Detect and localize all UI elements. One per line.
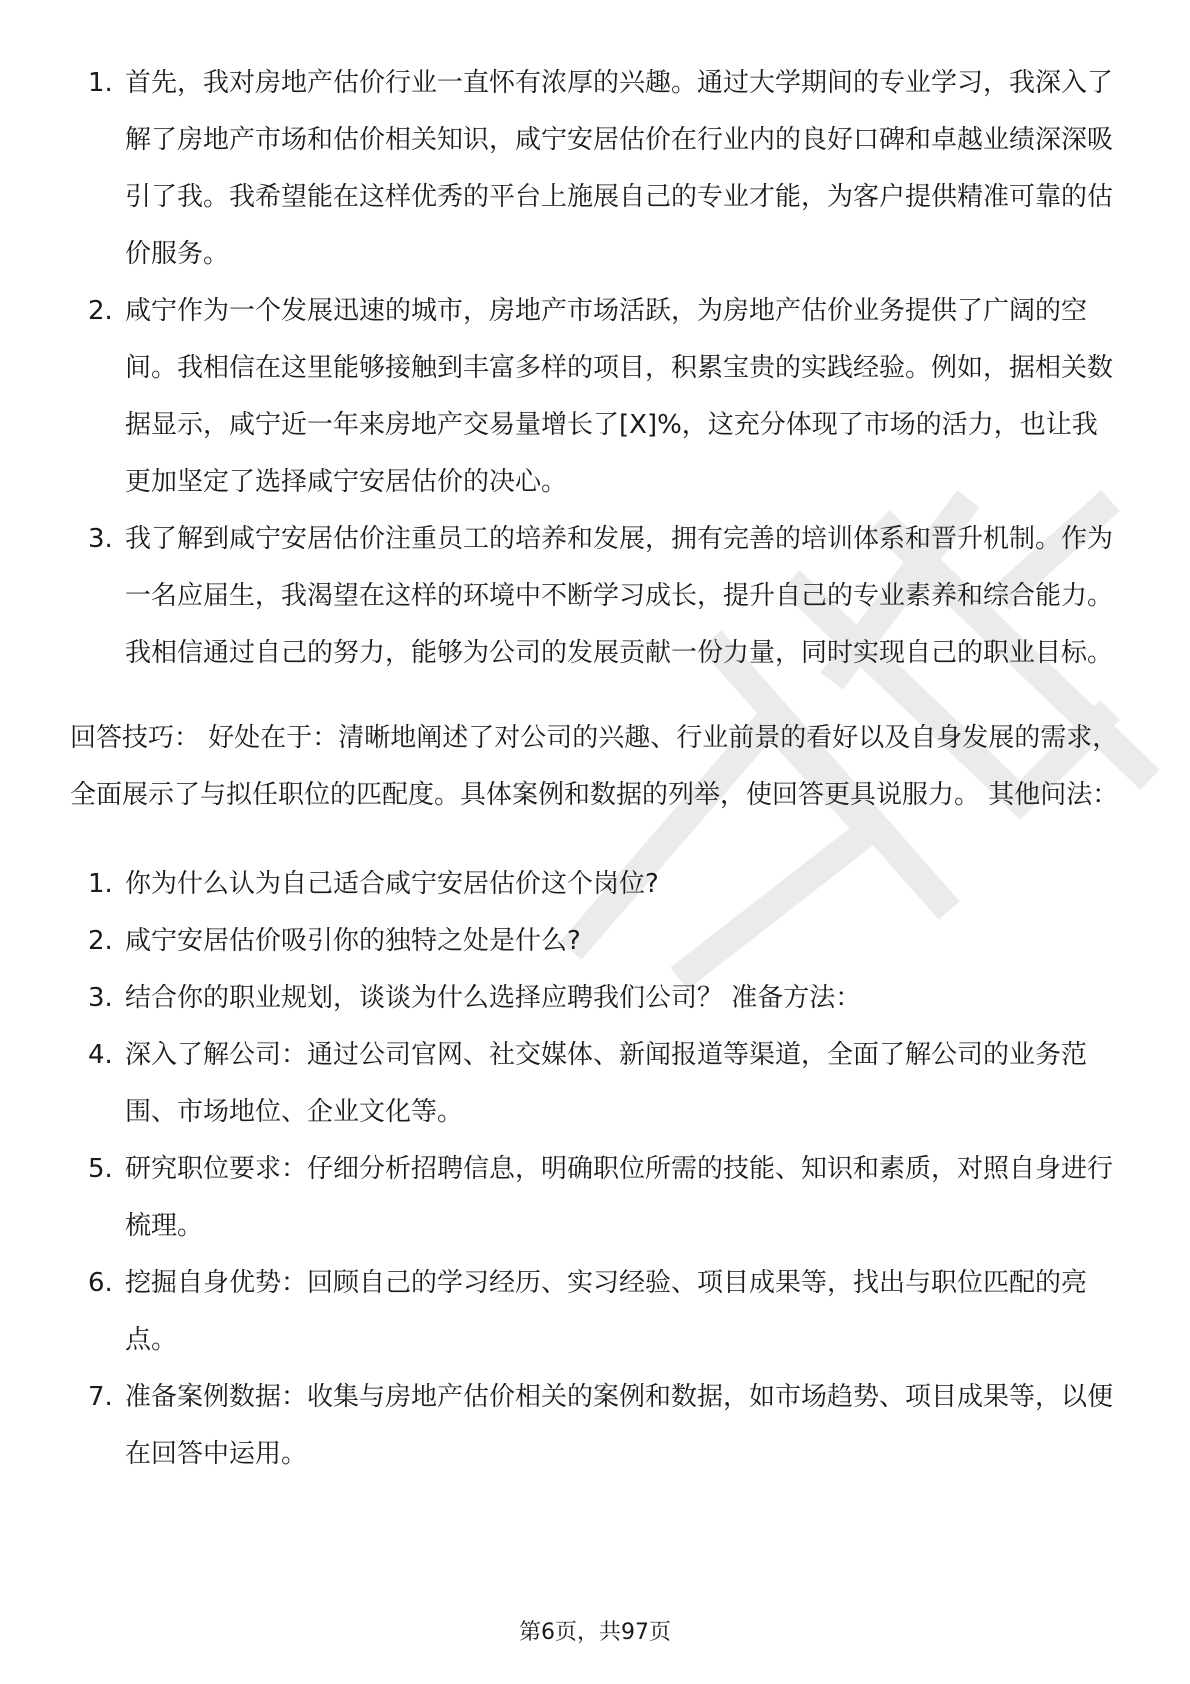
list-text: 咸宁安居估价吸引你的独特之处是什么? xyxy=(125,926,581,956)
list-text: 准备案例数据：收集与房地产估价相关的案例和数据，如市场趋势、项目成果等，以便在回答中运用。 xyxy=(125,1382,1114,1469)
list-text: 你为什么认为自己适合咸宁安居估价这个岗位? xyxy=(125,869,659,899)
list-number: 1. xyxy=(88,68,113,98)
list-text: 结合你的职业规划，谈谈为什么选择应聘我们公司？ 准备方法： xyxy=(125,983,862,1013)
list-item xyxy=(70,1027,1120,1141)
list-text: 研究职位要求：仔细分析招聘信息，明确职位所需的技能、知识和素质，对照自身进行梳理。 xyxy=(125,1154,1114,1241)
document-content xyxy=(70,55,1120,1483)
list-number: 2. xyxy=(88,296,113,326)
list-number: 1. xyxy=(88,869,113,899)
list-text: 首先，我对房地产估价行业一直怀有浓厚的兴趣。通过大学期间的专业学习，我深入了解了房地产市场和估价相关知识，咸宁安居估价在行业内的良好口碑和卓越业绩深深吸引了我。我希望能在这样优秀的平台上施展自己的专业才能，为客户提供精准可靠的估价服务。 xyxy=(125,68,1114,269)
list-number: 3. xyxy=(88,524,113,554)
list-item xyxy=(70,856,1120,913)
list-item xyxy=(70,1369,1120,1483)
list-item xyxy=(70,283,1120,511)
page-number-label: 第6页，共97页 xyxy=(519,1620,671,1645)
list-item xyxy=(70,55,1120,283)
list-number: 2. xyxy=(88,926,113,956)
list-number: 7. xyxy=(88,1382,113,1412)
list-text: 我了解到咸宁安居估价注重员工的培养和发展，拥有完善的培训体系和晋升机制。作为一名应届生，我渴望在这样的环境中不断学习成长，提升自己的专业素养和综合能力。我相信通过自己的努力，能够为公司的发展贡献一份力量，同时实现自己的职业目标。 xyxy=(125,524,1114,668)
list-item xyxy=(70,913,1120,970)
list-item xyxy=(70,1141,1120,1255)
list-text: 咸宁作为一个发展迅速的城市，房地产市场活跃，为房地产估价业务提供了广阔的空间。我相信在这里能够接触到丰富多样的项目，积累宝贵的实践经验。例如，据相关数据显示，咸宁近一年来房地产交易量增长了[X]%，这充分体现了市场的活力，也让我更加坚定了选择咸宁安居估价的决心。 xyxy=(125,296,1114,497)
answer-list xyxy=(70,55,1120,682)
list-number: 6. xyxy=(88,1268,113,1298)
tips-paragraph: 回答技巧： 好处在于：清晰地阐述了对公司的兴趣、行业前景的看好以及自身发展的需求，全面展示了与拟任职位的匹配度。具体案例和数据的列举，使回答更具说服力。 其他问法： xyxy=(70,723,1119,810)
list-item xyxy=(70,970,1120,1027)
list-number: 3. xyxy=(88,983,113,1013)
list-text: 挖掘自身优势：回顾自己的学习经历、实习经验、项目成果等，找出与职位匹配的亮点。 xyxy=(125,1268,1088,1355)
list-item xyxy=(70,1255,1120,1369)
page-footer xyxy=(0,1615,1190,1646)
list-number: 5. xyxy=(88,1154,113,1184)
list-number: 4. xyxy=(88,1040,113,1070)
list-text: 深入了解公司：通过公司官网、社交媒体、新闻报道等渠道，全面了解公司的业务范围、市场地位、企业文化等。 xyxy=(125,1040,1088,1127)
list-item xyxy=(70,511,1120,682)
other-questions-list xyxy=(70,856,1120,1483)
